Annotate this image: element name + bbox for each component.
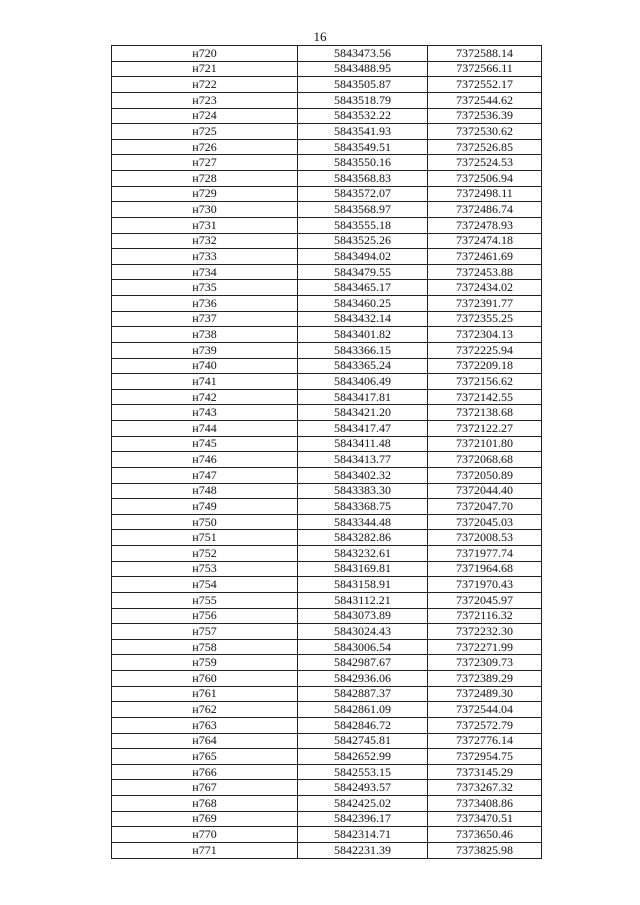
coordinates-table bbox=[111, 45, 542, 859]
table-row bbox=[112, 389, 542, 405]
y-coordinate-cell: 7372530.62 bbox=[428, 124, 542, 140]
table-row bbox=[112, 358, 542, 374]
y-coordinate-cell: 7373267.32 bbox=[428, 780, 542, 796]
point-id-cell: н749 bbox=[112, 499, 298, 515]
table-row bbox=[112, 171, 542, 187]
table-row bbox=[112, 421, 542, 437]
x-coordinate-cell: 5843488.95 bbox=[298, 61, 428, 77]
x-coordinate-cell: 5842425.02 bbox=[298, 796, 428, 812]
table-row bbox=[112, 405, 542, 421]
x-coordinate-cell: 5842652.99 bbox=[298, 749, 428, 765]
table-row bbox=[112, 702, 542, 718]
y-coordinate-cell: 7372489.30 bbox=[428, 686, 542, 702]
point-id-cell: н740 bbox=[112, 358, 298, 374]
x-coordinate-cell: 5842314.71 bbox=[298, 827, 428, 843]
point-id-cell: н726 bbox=[112, 139, 298, 155]
y-coordinate-cell: 7372225.94 bbox=[428, 342, 542, 358]
y-coordinate-cell: 7372355.25 bbox=[428, 311, 542, 327]
x-coordinate-cell: 5843568.97 bbox=[298, 202, 428, 218]
table-row bbox=[112, 749, 542, 765]
point-id-cell: н722 bbox=[112, 77, 298, 93]
point-id-cell: н745 bbox=[112, 436, 298, 452]
y-coordinate-cell: 7372116.32 bbox=[428, 608, 542, 624]
y-coordinate-cell: 7372776.14 bbox=[428, 733, 542, 749]
point-id-cell: н742 bbox=[112, 389, 298, 405]
x-coordinate-cell: 5843532.22 bbox=[298, 108, 428, 124]
coordinates-table-body bbox=[112, 46, 542, 859]
x-coordinate-cell: 5842493.57 bbox=[298, 780, 428, 796]
y-coordinate-cell: 7372304.13 bbox=[428, 327, 542, 343]
y-coordinate-cell: 7372047.70 bbox=[428, 499, 542, 515]
point-id-cell: н720 bbox=[112, 46, 298, 62]
point-id-cell: н767 bbox=[112, 780, 298, 796]
x-coordinate-cell: 5843383.30 bbox=[298, 483, 428, 499]
y-coordinate-cell: 7371970.43 bbox=[428, 577, 542, 593]
point-id-cell: н756 bbox=[112, 608, 298, 624]
x-coordinate-cell: 5843417.81 bbox=[298, 389, 428, 405]
table-row bbox=[112, 202, 542, 218]
table-row bbox=[112, 139, 542, 155]
point-id-cell: н725 bbox=[112, 124, 298, 140]
point-id-cell: н753 bbox=[112, 561, 298, 577]
table-row bbox=[112, 46, 542, 62]
point-id-cell: н760 bbox=[112, 671, 298, 687]
point-id-cell: н738 bbox=[112, 327, 298, 343]
y-coordinate-cell: 7372142.55 bbox=[428, 389, 542, 405]
x-coordinate-cell: 5843282.86 bbox=[298, 530, 428, 546]
point-id-cell: н747 bbox=[112, 467, 298, 483]
y-coordinate-cell: 7372498.11 bbox=[428, 186, 542, 202]
table-row bbox=[112, 561, 542, 577]
y-coordinate-cell: 7372309.73 bbox=[428, 655, 542, 671]
table-row bbox=[112, 592, 542, 608]
table-row bbox=[112, 499, 542, 515]
point-id-cell: н721 bbox=[112, 61, 298, 77]
point-id-cell: н768 bbox=[112, 796, 298, 812]
x-coordinate-cell: 5843365.24 bbox=[298, 358, 428, 374]
point-id-cell: н731 bbox=[112, 217, 298, 233]
y-coordinate-cell: 7372486.74 bbox=[428, 202, 542, 218]
point-id-cell: н733 bbox=[112, 249, 298, 265]
y-coordinate-cell: 7372506.94 bbox=[428, 171, 542, 187]
y-coordinate-cell: 7372588.14 bbox=[428, 46, 542, 62]
table-row bbox=[112, 764, 542, 780]
point-id-cell: н751 bbox=[112, 530, 298, 546]
point-id-cell: н743 bbox=[112, 405, 298, 421]
table-row bbox=[112, 61, 542, 77]
table-row bbox=[112, 124, 542, 140]
x-coordinate-cell: 5843368.75 bbox=[298, 499, 428, 515]
x-coordinate-cell: 5843401.82 bbox=[298, 327, 428, 343]
table-row bbox=[112, 233, 542, 249]
table-row bbox=[112, 717, 542, 733]
y-coordinate-cell: 7373825.98 bbox=[428, 842, 542, 858]
table-row bbox=[112, 686, 542, 702]
table-row bbox=[112, 186, 542, 202]
x-coordinate-cell: 5843112.21 bbox=[298, 592, 428, 608]
y-coordinate-cell: 7372044.40 bbox=[428, 483, 542, 499]
point-id-cell: н754 bbox=[112, 577, 298, 593]
x-coordinate-cell: 5843158.91 bbox=[298, 577, 428, 593]
point-id-cell: н723 bbox=[112, 92, 298, 108]
x-coordinate-cell: 5843460.25 bbox=[298, 296, 428, 312]
point-id-cell: н736 bbox=[112, 296, 298, 312]
table-row bbox=[112, 296, 542, 312]
x-coordinate-cell: 5843402.32 bbox=[298, 467, 428, 483]
point-id-cell: н769 bbox=[112, 811, 298, 827]
y-coordinate-cell: 7372050.89 bbox=[428, 467, 542, 483]
point-id-cell: н765 bbox=[112, 749, 298, 765]
x-coordinate-cell: 5843494.02 bbox=[298, 249, 428, 265]
x-coordinate-cell: 5843465.17 bbox=[298, 280, 428, 296]
point-id-cell: н735 bbox=[112, 280, 298, 296]
y-coordinate-cell: 7372008.53 bbox=[428, 530, 542, 546]
y-coordinate-cell: 7373408.86 bbox=[428, 796, 542, 812]
x-coordinate-cell: 5843421.20 bbox=[298, 405, 428, 421]
table-row bbox=[112, 733, 542, 749]
table-row bbox=[112, 452, 542, 468]
x-coordinate-cell: 5842936.06 bbox=[298, 671, 428, 687]
x-coordinate-cell: 5843169.81 bbox=[298, 561, 428, 577]
table-row bbox=[112, 483, 542, 499]
x-coordinate-cell: 5842396.17 bbox=[298, 811, 428, 827]
x-coordinate-cell: 5843006.54 bbox=[298, 639, 428, 655]
table-row bbox=[112, 92, 542, 108]
y-coordinate-cell: 7372101.80 bbox=[428, 436, 542, 452]
table-row bbox=[112, 827, 542, 843]
table-row bbox=[112, 374, 542, 390]
point-id-cell: н752 bbox=[112, 546, 298, 562]
x-coordinate-cell: 5843232.61 bbox=[298, 546, 428, 562]
x-coordinate-cell: 5843406.49 bbox=[298, 374, 428, 390]
table-row bbox=[112, 639, 542, 655]
table-row bbox=[112, 467, 542, 483]
x-coordinate-cell: 5843541.93 bbox=[298, 124, 428, 140]
point-id-cell: н764 bbox=[112, 733, 298, 749]
point-id-cell: н737 bbox=[112, 311, 298, 327]
y-coordinate-cell: 7372045.03 bbox=[428, 514, 542, 530]
x-coordinate-cell: 5843505.87 bbox=[298, 77, 428, 93]
point-id-cell: н748 bbox=[112, 483, 298, 499]
y-coordinate-cell: 7372271.99 bbox=[428, 639, 542, 655]
x-coordinate-cell: 5843344.48 bbox=[298, 514, 428, 530]
y-coordinate-cell: 7372566.11 bbox=[428, 61, 542, 77]
x-coordinate-cell: 5843549.51 bbox=[298, 139, 428, 155]
table-row bbox=[112, 264, 542, 280]
point-id-cell: н744 bbox=[112, 421, 298, 437]
x-coordinate-cell: 5843413.77 bbox=[298, 452, 428, 468]
table-row bbox=[112, 327, 542, 343]
table-row bbox=[112, 842, 542, 858]
point-id-cell: н757 bbox=[112, 624, 298, 640]
point-id-cell: н741 bbox=[112, 374, 298, 390]
table-row bbox=[112, 514, 542, 530]
point-id-cell: н729 bbox=[112, 186, 298, 202]
point-id-cell: н732 bbox=[112, 233, 298, 249]
point-id-cell: н730 bbox=[112, 202, 298, 218]
point-id-cell: н727 bbox=[112, 155, 298, 171]
x-coordinate-cell: 5842745.81 bbox=[298, 733, 428, 749]
point-id-cell: н762 bbox=[112, 702, 298, 718]
x-coordinate-cell: 5843555.18 bbox=[298, 217, 428, 233]
y-coordinate-cell: 7372391.77 bbox=[428, 296, 542, 312]
x-coordinate-cell: 5842887.37 bbox=[298, 686, 428, 702]
y-coordinate-cell: 7372544.04 bbox=[428, 702, 542, 718]
y-coordinate-cell: 7372045.97 bbox=[428, 592, 542, 608]
x-coordinate-cell: 5843073.89 bbox=[298, 608, 428, 624]
x-coordinate-cell: 5843411.48 bbox=[298, 436, 428, 452]
x-coordinate-cell: 5843417.47 bbox=[298, 421, 428, 437]
y-coordinate-cell: 7372209.18 bbox=[428, 358, 542, 374]
x-coordinate-cell: 5843525.26 bbox=[298, 233, 428, 249]
y-coordinate-cell: 7372138.68 bbox=[428, 405, 542, 421]
y-coordinate-cell: 7373650.46 bbox=[428, 827, 542, 843]
y-coordinate-cell: 7372552.17 bbox=[428, 77, 542, 93]
x-coordinate-cell: 5842553.15 bbox=[298, 764, 428, 780]
point-id-cell: н724 bbox=[112, 108, 298, 124]
y-coordinate-cell: 7372453.88 bbox=[428, 264, 542, 280]
table-row bbox=[112, 796, 542, 812]
table-row bbox=[112, 811, 542, 827]
point-id-cell: н763 bbox=[112, 717, 298, 733]
table-row bbox=[112, 655, 542, 671]
x-coordinate-cell: 5843572.07 bbox=[298, 186, 428, 202]
page-number: 16 bbox=[313, 29, 327, 44]
table-row bbox=[112, 671, 542, 687]
x-coordinate-cell: 5842987.67 bbox=[298, 655, 428, 671]
point-id-cell: н746 bbox=[112, 452, 298, 468]
x-coordinate-cell: 5842861.09 bbox=[298, 702, 428, 718]
point-id-cell: н759 bbox=[112, 655, 298, 671]
table-row bbox=[112, 280, 542, 296]
point-id-cell: н739 bbox=[112, 342, 298, 358]
y-coordinate-cell: 7372536.39 bbox=[428, 108, 542, 124]
y-coordinate-cell: 7372389.29 bbox=[428, 671, 542, 687]
x-coordinate-cell: 5843550.16 bbox=[298, 155, 428, 171]
y-coordinate-cell: 7371964.68 bbox=[428, 561, 542, 577]
x-coordinate-cell: 5843568.83 bbox=[298, 171, 428, 187]
table-row bbox=[112, 436, 542, 452]
y-coordinate-cell: 7372461.69 bbox=[428, 249, 542, 265]
x-coordinate-cell: 5843473.56 bbox=[298, 46, 428, 62]
point-id-cell: н761 bbox=[112, 686, 298, 702]
point-id-cell: н770 bbox=[112, 827, 298, 843]
y-coordinate-cell: 7372068.68 bbox=[428, 452, 542, 468]
y-coordinate-cell: 7372524.53 bbox=[428, 155, 542, 171]
x-coordinate-cell: 5842846.72 bbox=[298, 717, 428, 733]
y-coordinate-cell: 7373145.29 bbox=[428, 764, 542, 780]
table-row bbox=[112, 311, 542, 327]
y-coordinate-cell: 7372544.62 bbox=[428, 92, 542, 108]
y-coordinate-cell: 7372474.18 bbox=[428, 233, 542, 249]
x-coordinate-cell: 5843432.14 bbox=[298, 311, 428, 327]
y-coordinate-cell: 7372526.85 bbox=[428, 139, 542, 155]
point-id-cell: н734 bbox=[112, 264, 298, 280]
y-coordinate-cell: 7372478.93 bbox=[428, 217, 542, 233]
y-coordinate-cell: 7372232.30 bbox=[428, 624, 542, 640]
y-coordinate-cell: 7372954.75 bbox=[428, 749, 542, 765]
table-row bbox=[112, 249, 542, 265]
y-coordinate-cell: 7373470.51 bbox=[428, 811, 542, 827]
x-coordinate-cell: 5843366.15 bbox=[298, 342, 428, 358]
y-coordinate-cell: 7372156.62 bbox=[428, 374, 542, 390]
y-coordinate-cell: 7372122.27 bbox=[428, 421, 542, 437]
table-row bbox=[112, 577, 542, 593]
y-coordinate-cell: 7372434.02 bbox=[428, 280, 542, 296]
point-id-cell: н750 bbox=[112, 514, 298, 530]
table-row bbox=[112, 608, 542, 624]
point-id-cell: н758 bbox=[112, 639, 298, 655]
table-row bbox=[112, 217, 542, 233]
x-coordinate-cell: 5843479.55 bbox=[298, 264, 428, 280]
table-row bbox=[112, 155, 542, 171]
x-coordinate-cell: 5843024.43 bbox=[298, 624, 428, 640]
y-coordinate-cell: 7372572.79 bbox=[428, 717, 542, 733]
table-row bbox=[112, 342, 542, 358]
table-row bbox=[112, 624, 542, 640]
point-id-cell: н728 bbox=[112, 171, 298, 187]
y-coordinate-cell: 7371977.74 bbox=[428, 546, 542, 562]
x-coordinate-cell: 5843518.79 bbox=[298, 92, 428, 108]
table-row bbox=[112, 530, 542, 546]
table-row bbox=[112, 546, 542, 562]
x-coordinate-cell: 5842231.39 bbox=[298, 842, 428, 858]
table-row bbox=[112, 108, 542, 124]
table-row bbox=[112, 77, 542, 93]
point-id-cell: н755 bbox=[112, 592, 298, 608]
point-id-cell: н766 bbox=[112, 764, 298, 780]
table-row bbox=[112, 780, 542, 796]
point-id-cell: н771 bbox=[112, 842, 298, 858]
